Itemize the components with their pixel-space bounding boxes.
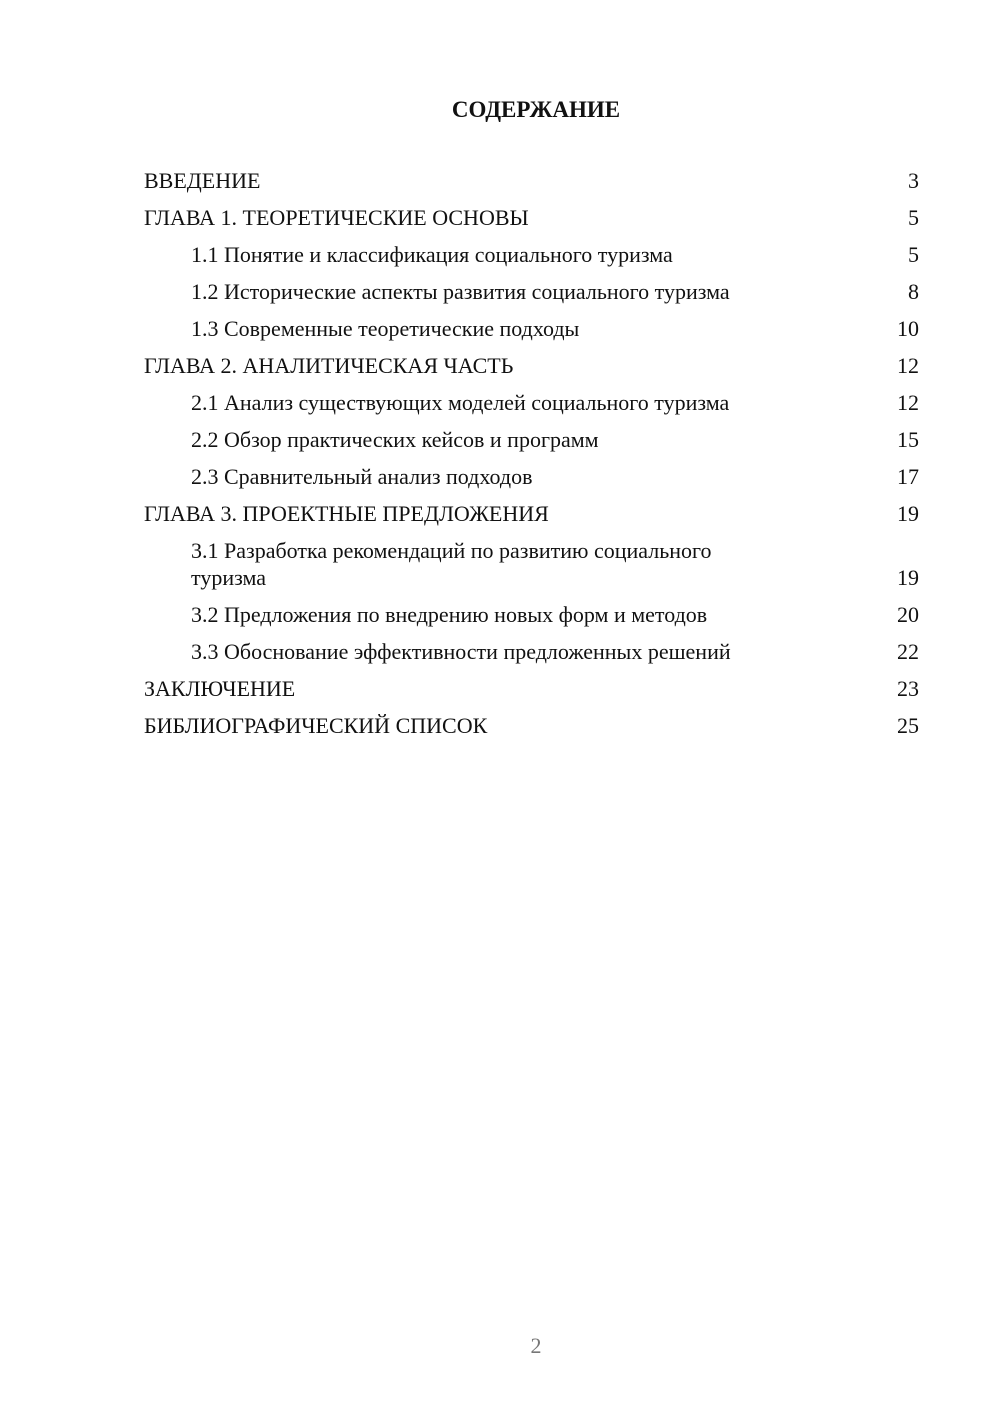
toc-entry [144, 712, 919, 739]
toc-entry-title: ВВЕДЕНИЕ [144, 168, 261, 193]
toc-entry-title: 2.2 Обзор практических кейсов и программ [191, 427, 599, 452]
toc-entry-title: 1.3 Современные теоретические подходы [191, 316, 580, 341]
toc-entry-page-number: 17 [897, 464, 919, 489]
page-number: 2 [530, 1333, 542, 1358]
toc-entry-page-number: 15 [897, 427, 919, 452]
toc-entry [144, 537, 919, 591]
toc-entry [144, 167, 919, 194]
toc-entry-page-number: 3 [908, 168, 919, 193]
toc-entry-page-number: 19 [897, 501, 919, 526]
toc-entry [144, 315, 919, 342]
toc-entry [144, 601, 919, 628]
toc-entry-page-number: 5 [908, 205, 919, 230]
toc-entry-title: 1.2 Исторические аспекты развития социального туризма [191, 279, 730, 304]
toc-entry-page-number: 20 [897, 602, 919, 627]
toc-entry-page-number: 23 [897, 676, 919, 701]
toc-entry [144, 204, 919, 231]
toc-entry-page-number: 19 [897, 565, 919, 590]
table-of-contents [144, 167, 919, 749]
toc-entry [144, 426, 919, 453]
toc-entry-page-number: 10 [897, 316, 919, 341]
toc-entry [144, 278, 919, 305]
toc-entry-title: 3.3 Обоснование эффективности предложенных решений [191, 639, 731, 664]
toc-entry-page-number: 12 [897, 353, 919, 378]
toc-entry [144, 463, 919, 490]
toc-entry-page-number: 25 [897, 713, 919, 738]
toc-entry-title: 2.3 Сравнительный анализ подходов [191, 464, 533, 489]
toc-entry-title: ГЛАВА 1. ТЕОРЕТИЧЕСКИЕ ОСНОВЫ [144, 205, 529, 230]
toc-entry-page-number: 22 [897, 639, 919, 664]
toc-entry [144, 500, 919, 527]
toc-entry-title: ЗАКЛЮЧЕНИЕ [144, 676, 296, 701]
toc-entry-title: ГЛАВА 3. ПРОЕКТНЫЕ ПРЕДЛОЖЕНИЯ [144, 501, 549, 526]
toc-entry-title: БИБЛИОГРАФИЧЕСКИЙ СПИСОК [144, 713, 488, 738]
toc-entry-title: 2.1 Анализ существующих моделей социального туризма [191, 390, 730, 415]
toc-entry-page-number: 8 [908, 279, 919, 304]
toc-entry [144, 675, 919, 702]
toc-entry-page-number: 12 [897, 390, 919, 415]
toc-entry [144, 352, 919, 379]
toc-entry [144, 638, 919, 665]
toc-entry-title: 1.1 Понятие и классификация социального туризма [191, 242, 673, 267]
page-title: СОДЕРЖАНИЕ [451, 97, 621, 122]
toc-entry-page-number: 5 [908, 242, 919, 267]
toc-entry [144, 389, 919, 416]
toc-entry-title: 3.2 Предложения по внедрению новых форм и методов [191, 602, 708, 627]
toc-entry-title: ГЛАВА 2. АНАЛИТИЧЕСКАЯ ЧАСТЬ [144, 353, 514, 378]
toc-entry-title: 3.1 Разработка рекомендаций по развитию социального туризма [191, 538, 712, 590]
toc-entry [144, 241, 919, 268]
